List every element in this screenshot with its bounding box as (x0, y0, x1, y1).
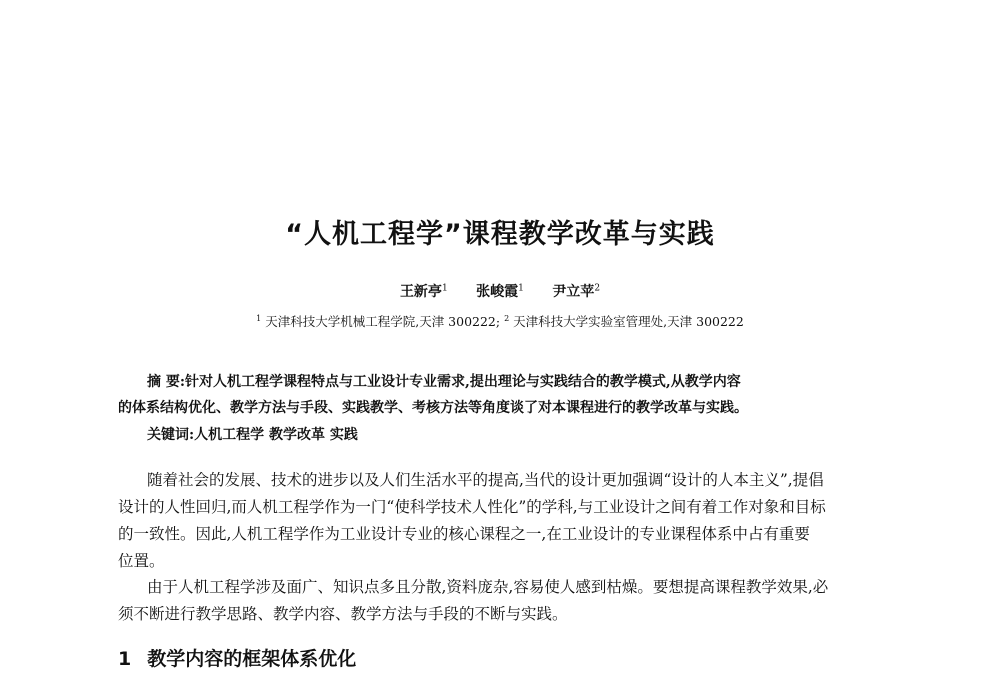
abstract-line (147, 371, 741, 391)
body-line: 由于人机工程学涉及面广、知识点多且分散,资料庞杂,容易使人感到枯燥。要想提高课程教学效果,必 (147, 578, 829, 596)
keywords-line (147, 424, 358, 444)
abstract-label: 摘 要: (147, 374, 186, 390)
author-name: 王新亭 (399, 284, 442, 300)
author (400, 284, 448, 300)
author-name: 尹立苹 (552, 284, 595, 300)
affiliations (0, 312, 1000, 330)
affiliation-text: 天津科技大学机械工程学院,天津 300222; (265, 314, 501, 329)
section-heading (118, 644, 356, 671)
abstract-line: 的体系结构优化、教学方法与手段、实践教学、考核方法等角度谈了对本课程进行的教学改革与实践。 (118, 400, 748, 416)
keywords-text: 人机工程学 教学改革 实践 (194, 427, 358, 443)
abstract-text: 针对人机工程学课程特点与工业设计专业需求,提出理论与实践结合的教学模式,从教学内容 (185, 374, 741, 390)
affiliation-text: 天津科技大学实验室管理处,天津 300222 (513, 314, 744, 329)
body-line: 须不断进行教学思路、教学内容、教学方法与手段的不断与实践。 (118, 605, 568, 623)
paper-title: “人机工程学”课程教学改革与实践 (285, 219, 715, 250)
body-line: 的一致性。因此,人机工程学作为工业设计专业的核心课程之一,在工业设计的专业课程体系中占有重要 (118, 525, 810, 543)
affiliation-mark: 1 (256, 313, 262, 323)
body-line: 设计的人性回归,而人机工程学作为一门“使科学技术人性化”的学科,与工业设计之间有着工作对象和目标 (118, 498, 826, 516)
author (476, 284, 524, 300)
section-number: 1 (118, 648, 132, 670)
author-name: 张峻霞 (476, 284, 519, 300)
keywords-label: 关键词: (147, 427, 195, 443)
author-affil-mark: 1 (518, 283, 524, 294)
author-affil-mark: 1 (441, 283, 448, 294)
affiliation-mark: 2 (504, 313, 510, 323)
body-line: 随着社会的发展、技术的进步以及人们生活水平的提高,当代的设计更加强调“设计的人本主义”,提倡 (147, 471, 824, 489)
author-list (0, 281, 1000, 301)
body-line: 位置。 (118, 552, 165, 570)
author-affil-mark: 2 (594, 283, 601, 294)
author (552, 284, 600, 300)
section-title: 教学内容的框架体系优化 (147, 648, 357, 670)
